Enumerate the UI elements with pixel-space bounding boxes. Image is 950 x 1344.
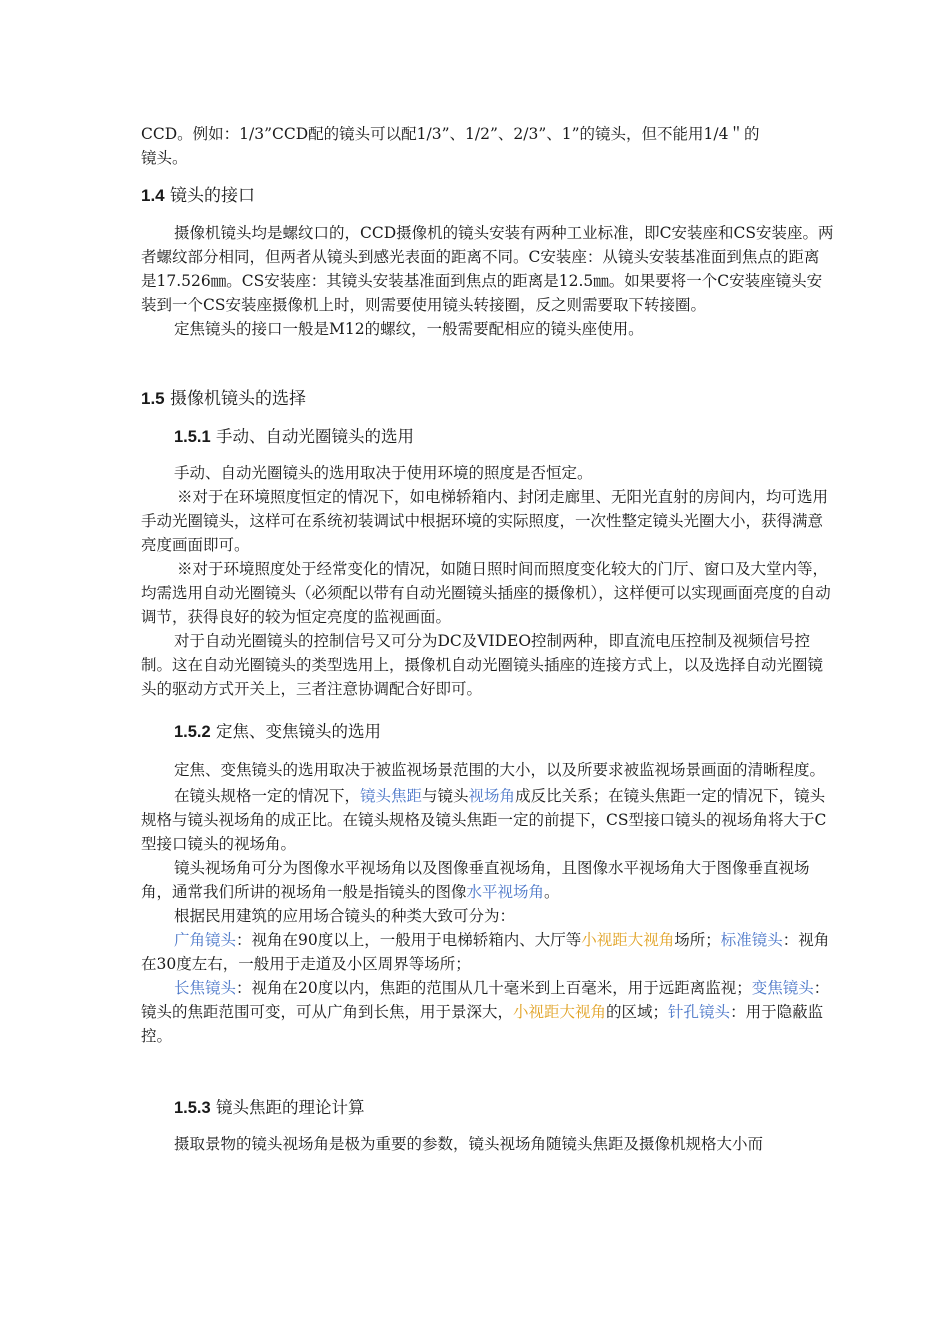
paragraph (141, 976, 834, 1048)
link-standard-lens[interactable]: 标准镜头 (720, 931, 783, 949)
heading-title: 定焦、变焦镜头的选用 (215, 722, 381, 741)
text-run: 。 (544, 883, 560, 901)
link-focal-length[interactable]: 镜头焦距 (360, 787, 423, 805)
text-run: ：视角在30度左右，一般用于走道及小区周界等场所； (141, 931, 830, 973)
heading-title: 镜头焦距的理论计算 (215, 1098, 365, 1117)
paragraph: 摄取景物的镜头视场角是极为重要的参数，镜头视场角随镜头焦距及摄像机规格大小而 (174, 1135, 764, 1153)
section-1-5-3-body (141, 1132, 834, 1156)
link-horizontal-fov[interactable]: 水平视场角 (466, 883, 545, 901)
paragraph: ※对于环境照度处于经常变化的情况，如随日照时间而照度变化较大的门厅、窗口及大堂内等，均需选用自动光圈镜头（必须配以带有自动光圈镜头插座的摄像机），这样便可以实现画面亮度的自动调节，获得良好的较为恒定亮度的监视画面。 (141, 560, 831, 626)
heading-title: 摄像机镜头的选择 (170, 389, 307, 409)
paragraph: ※对于在环境照度恒定的情况下，如电梯轿箱内、封闭走廊里、无阳光直射的房间内，均可选用手动光圈镜头，这样可在系统初装调试中根据环境的实际照度，一次性整定镜头光圈大小，获得满意亮度画面即可。 (141, 488, 829, 554)
link-wide-angle-lens[interactable]: 广角镜头 (174, 931, 237, 949)
heading-number: 1.5 (141, 389, 165, 408)
text-run: 镜头视场角可分为图像水平视场角以及图像垂直视场角，且图像水平视场角大于图像垂直视场角，通常我们所讲的视场角一般是指镜头的图像 (141, 859, 810, 901)
heading-title: 手动、自动光圈镜头的选用 (215, 427, 414, 446)
link-short-distance-wide-angle[interactable]: 小视距大视角 (513, 1003, 607, 1021)
text-run: ：镜头的焦距范围可变，可从广角到长焦，用于景深大， (141, 979, 830, 1021)
intro-line-2: 镜头。 (141, 149, 188, 167)
text-run: 成反比关系；在镜头焦距一定的情况下，镜头规格与镜头视场角的成正比。在镜头规格及镜头焦距一定的前提下，CS型接口镜头的视场角将大于C型接口镜头的视场角。 (141, 787, 827, 853)
paragraph: 对于自动光圈镜头的控制信号又可分为DC及VIDEO控制两种，即直流电压控制及视频信号控制。这在自动光圈镜头的类型选用上，摄像机自动光圈镜头插座的连接方式上，以及选择自动光圈镜头的驱动方式开关上，三者注意协调配合好即可。 (141, 632, 824, 698)
section-1-5-1-body (141, 461, 834, 701)
heading-1-5-1 (174, 425, 414, 449)
paragraph (141, 784, 834, 856)
link-zoom-lens[interactable]: 变焦镜头 (751, 979, 814, 997)
heading-1-5 (141, 387, 306, 411)
intro-line-1: CCD。例如：1/3”CCD配的镜头可以配1/3”、1/2”、2/3”、1”的镜头，但不能用1/4＂的 (141, 125, 760, 143)
heading-number: 1.5.1 (174, 428, 211, 446)
intro-paragraph (141, 122, 834, 170)
heading-1-4 (141, 184, 255, 208)
heading-number: 1.4 (141, 186, 165, 205)
paragraph: 定焦、变焦镜头的选用取决于被监视场景范围的大小，以及所要求被监视场景画面的清晰程度。 (174, 761, 826, 779)
text-run: ：用于隐蔽监控。 (141, 1003, 824, 1045)
heading-1-5-2 (174, 720, 381, 744)
text-run: ：视角在90度以上，一般用于电梯轿箱内、大厅等 (236, 931, 582, 949)
text-run: 在镜头规格一定的情况下， (174, 787, 361, 805)
text-run: ：视角在20度以内，焦距的范围从几十毫米到上百毫米，用于远距离监视； (236, 979, 752, 997)
paragraph: 定焦镜头的接口一般是M12的螺纹，一般需要配相应的镜头座使用。 (174, 320, 644, 338)
section-1-5-2-body (141, 758, 834, 1048)
text-run: 场所； (674, 931, 721, 949)
heading-number: 1.5.2 (174, 723, 211, 741)
heading-1-5-3 (174, 1096, 364, 1120)
heading-title: 镜头的接口 (170, 186, 256, 206)
paragraph (141, 928, 834, 976)
paragraph: 根据民用建筑的应用场合镜头的种类大致可分为： (174, 907, 516, 925)
link-telephoto-lens[interactable]: 长焦镜头 (174, 979, 237, 997)
text-run: 的区域； (606, 1003, 669, 1021)
link-short-distance-wide-angle[interactable]: 小视距大视角 (581, 931, 675, 949)
link-pinhole-lens[interactable]: 针孔镜头 (668, 1003, 731, 1021)
paragraph: 摄像机镜头均是螺纹口的，CCD摄像机的镜头安装有两种工业标准，即C安装座和CS安装座。两者螺纹部分相同，但两者从镜头到感光表面的距离不同。C安装座：从镜头安装基准面到焦点的距离是17.526㎜。CS安装座：其镜头安装基准面到焦点的距离是12.5㎜。如果要将一个C安装座镜头安装到一个CS安装座摄像机上时，则需要使用镜头转接圈，反之则需要取下转接圈。 (141, 224, 834, 314)
paragraph: 手动、自动光圈镜头的选用取决于使用环境的照度是否恒定。 (174, 464, 593, 482)
paragraph (141, 856, 834, 904)
text-run: 与镜头 (422, 787, 469, 805)
link-field-of-view[interactable]: 视场角 (468, 787, 516, 805)
section-1-4-body (141, 221, 834, 341)
heading-number: 1.5.3 (174, 1099, 211, 1117)
